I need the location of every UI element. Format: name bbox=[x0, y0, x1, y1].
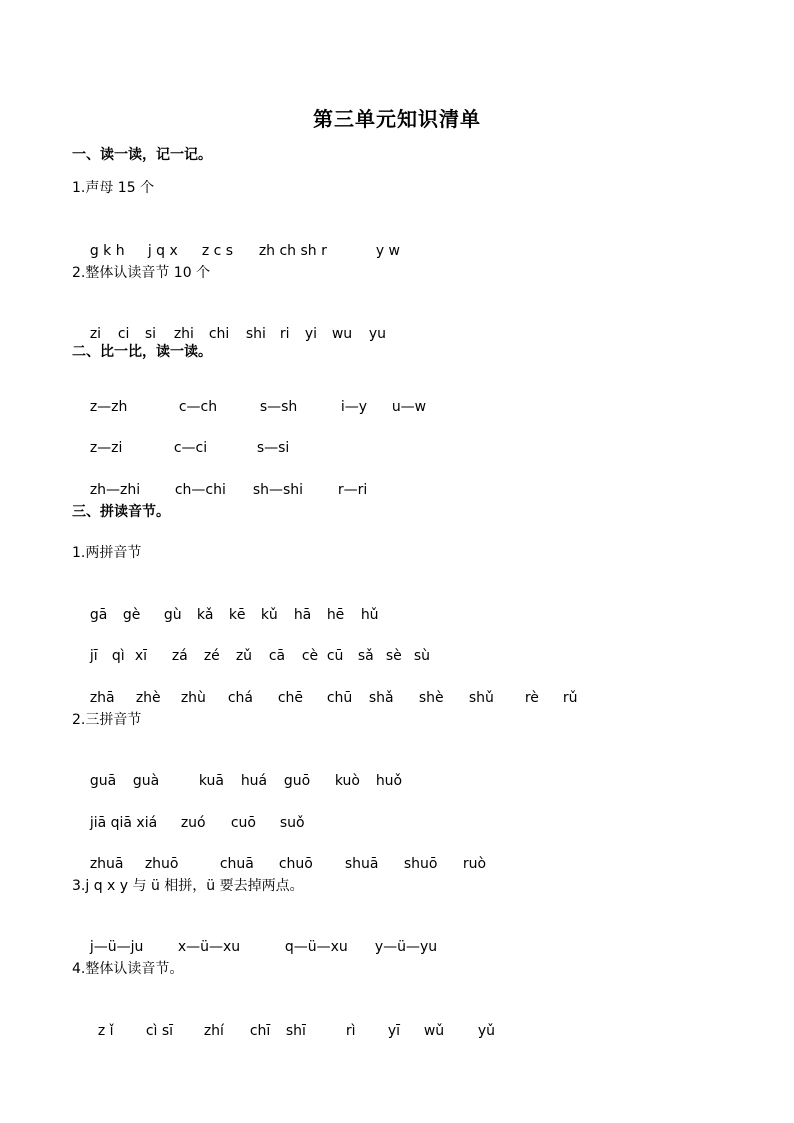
compare-pair: s—sh bbox=[259, 399, 298, 415]
syllable: huá bbox=[240, 773, 268, 789]
compare-pair: z—zi bbox=[89, 440, 123, 456]
syllable: shǎ bbox=[368, 690, 394, 706]
initials-group: zh ch sh r bbox=[258, 243, 327, 259]
syllable: ruò bbox=[462, 856, 487, 872]
syllable: zhè bbox=[135, 690, 161, 706]
compare-pair: c—ch bbox=[178, 399, 218, 415]
syllable: rǔ bbox=[562, 690, 578, 706]
syllable: kǎ bbox=[196, 607, 214, 623]
syllable: hē bbox=[326, 607, 345, 623]
compare-pair: sh—shi bbox=[252, 482, 304, 498]
syllable: shè bbox=[418, 690, 444, 706]
page-title: 第三单元知识清单 bbox=[313, 107, 481, 131]
section-3-heading: 三、拼读音节。 bbox=[72, 504, 170, 520]
syllable: yi bbox=[304, 326, 317, 342]
syllable: chī bbox=[249, 1023, 271, 1039]
syllable: hǔ bbox=[360, 607, 379, 623]
syllable: gè bbox=[122, 607, 141, 623]
syllable: hā bbox=[293, 607, 312, 623]
syllable: zuó bbox=[180, 815, 206, 831]
section-2-heading: 二、比一比，读一读。 bbox=[72, 344, 212, 360]
syllable: rì bbox=[345, 1023, 356, 1039]
syllable: zá bbox=[171, 648, 188, 664]
item-2-label: 2.三拼音节 bbox=[72, 712, 142, 728]
syllable: zhù bbox=[180, 690, 206, 706]
syllable: ci bbox=[117, 326, 130, 342]
initials-group: y w bbox=[375, 243, 400, 259]
syllable: si bbox=[144, 326, 156, 342]
syllable: kuò bbox=[334, 773, 360, 789]
compare-pair: u—w bbox=[391, 399, 427, 415]
syllable: zhuō bbox=[144, 856, 179, 872]
umlaut-rule: q—ü—xu bbox=[284, 939, 348, 955]
syllable: sǎ bbox=[357, 648, 374, 664]
initials-group: j q x bbox=[147, 243, 178, 259]
syllable: kuā bbox=[198, 773, 224, 789]
syllable: shi bbox=[245, 326, 266, 342]
syllable: gā bbox=[89, 607, 108, 623]
syllable: rè bbox=[524, 690, 539, 706]
umlaut-rule: x—ü—xu bbox=[177, 939, 241, 955]
syllable: zǔ bbox=[235, 648, 253, 664]
two-part-row-3 bbox=[72, 668, 577, 728]
syllable: chē bbox=[277, 690, 303, 706]
item-2-label: 2.整体认读音节 10 个 bbox=[72, 265, 211, 281]
compare-pair: zh—zhi bbox=[89, 482, 141, 498]
compare-pair: r—ri bbox=[337, 482, 368, 498]
syllable: yǔ bbox=[477, 1023, 495, 1039]
compare-pair: z—zh bbox=[89, 399, 128, 415]
syllable: yī bbox=[387, 1023, 400, 1039]
syllable: guā bbox=[89, 773, 117, 789]
umlaut-rule: j—ü—ju bbox=[89, 939, 144, 955]
syllable: qì bbox=[111, 648, 125, 664]
initials-group: g k h bbox=[89, 243, 125, 259]
syllable: shǔ bbox=[468, 690, 494, 706]
syllable: shuō bbox=[403, 856, 438, 872]
syllable: sù bbox=[413, 648, 430, 664]
syllable: shī bbox=[285, 1023, 306, 1039]
compare-pair: i—y bbox=[340, 399, 367, 415]
syllable: huǒ bbox=[375, 773, 403, 789]
whole-syllables-tone-row bbox=[80, 1001, 495, 1061]
syllable: wǔ bbox=[423, 1023, 445, 1039]
item-1-label: 1.声母 15 个 bbox=[72, 180, 155, 196]
syllable: sè bbox=[385, 648, 402, 664]
item-1-label: 1.两拼音节 bbox=[72, 545, 142, 561]
syllable: chuā bbox=[219, 856, 254, 872]
syllable: zé bbox=[203, 648, 220, 664]
compare-pair: c—ci bbox=[173, 440, 208, 456]
syllable: gù bbox=[163, 607, 182, 623]
syllable: shuā bbox=[344, 856, 379, 872]
syllable: chū bbox=[326, 690, 353, 706]
syllable: ri bbox=[279, 326, 290, 342]
initials-group: z c s bbox=[201, 243, 234, 259]
syllable: zhuā bbox=[89, 856, 124, 872]
syllable: guō bbox=[283, 773, 311, 789]
syllable: chá bbox=[227, 690, 253, 706]
syllable: cè bbox=[301, 648, 319, 664]
syllable: yu bbox=[368, 326, 386, 342]
syllable: cū bbox=[326, 648, 344, 664]
syllable: wu bbox=[331, 326, 353, 342]
syllable: zhā bbox=[89, 690, 115, 706]
compare-pair: ch—chi bbox=[174, 482, 226, 498]
syllable: zhí bbox=[203, 1023, 224, 1039]
syllable: jiā qiā xiá bbox=[89, 815, 158, 831]
syllable: jī bbox=[89, 648, 98, 664]
syllable: chi bbox=[208, 326, 230, 342]
syllable: kē bbox=[228, 607, 246, 623]
item-3-label: 3.j q x y 与 ü 相拼，ü 要去掉两点。 bbox=[72, 878, 304, 894]
syllable: zhi bbox=[173, 326, 194, 342]
syllable: cì sī bbox=[145, 1023, 174, 1039]
syllable: chuō bbox=[278, 856, 313, 872]
syllable: kǔ bbox=[260, 607, 278, 623]
syllable: zi bbox=[89, 326, 102, 342]
item-4-label: 4.整体认读音节。 bbox=[72, 961, 184, 977]
syllable: guà bbox=[132, 773, 160, 789]
syllable: cuō bbox=[230, 815, 256, 831]
syllable: z ǐ bbox=[97, 1023, 114, 1039]
umlaut-rule: y—ü—yu bbox=[374, 939, 438, 955]
syllable: suǒ bbox=[279, 815, 305, 831]
syllable: xī bbox=[134, 648, 147, 664]
compare-pair: s—si bbox=[256, 440, 290, 456]
syllable: cā bbox=[268, 648, 286, 664]
section-1-heading: 一、读一读，记一记。 bbox=[72, 147, 212, 163]
